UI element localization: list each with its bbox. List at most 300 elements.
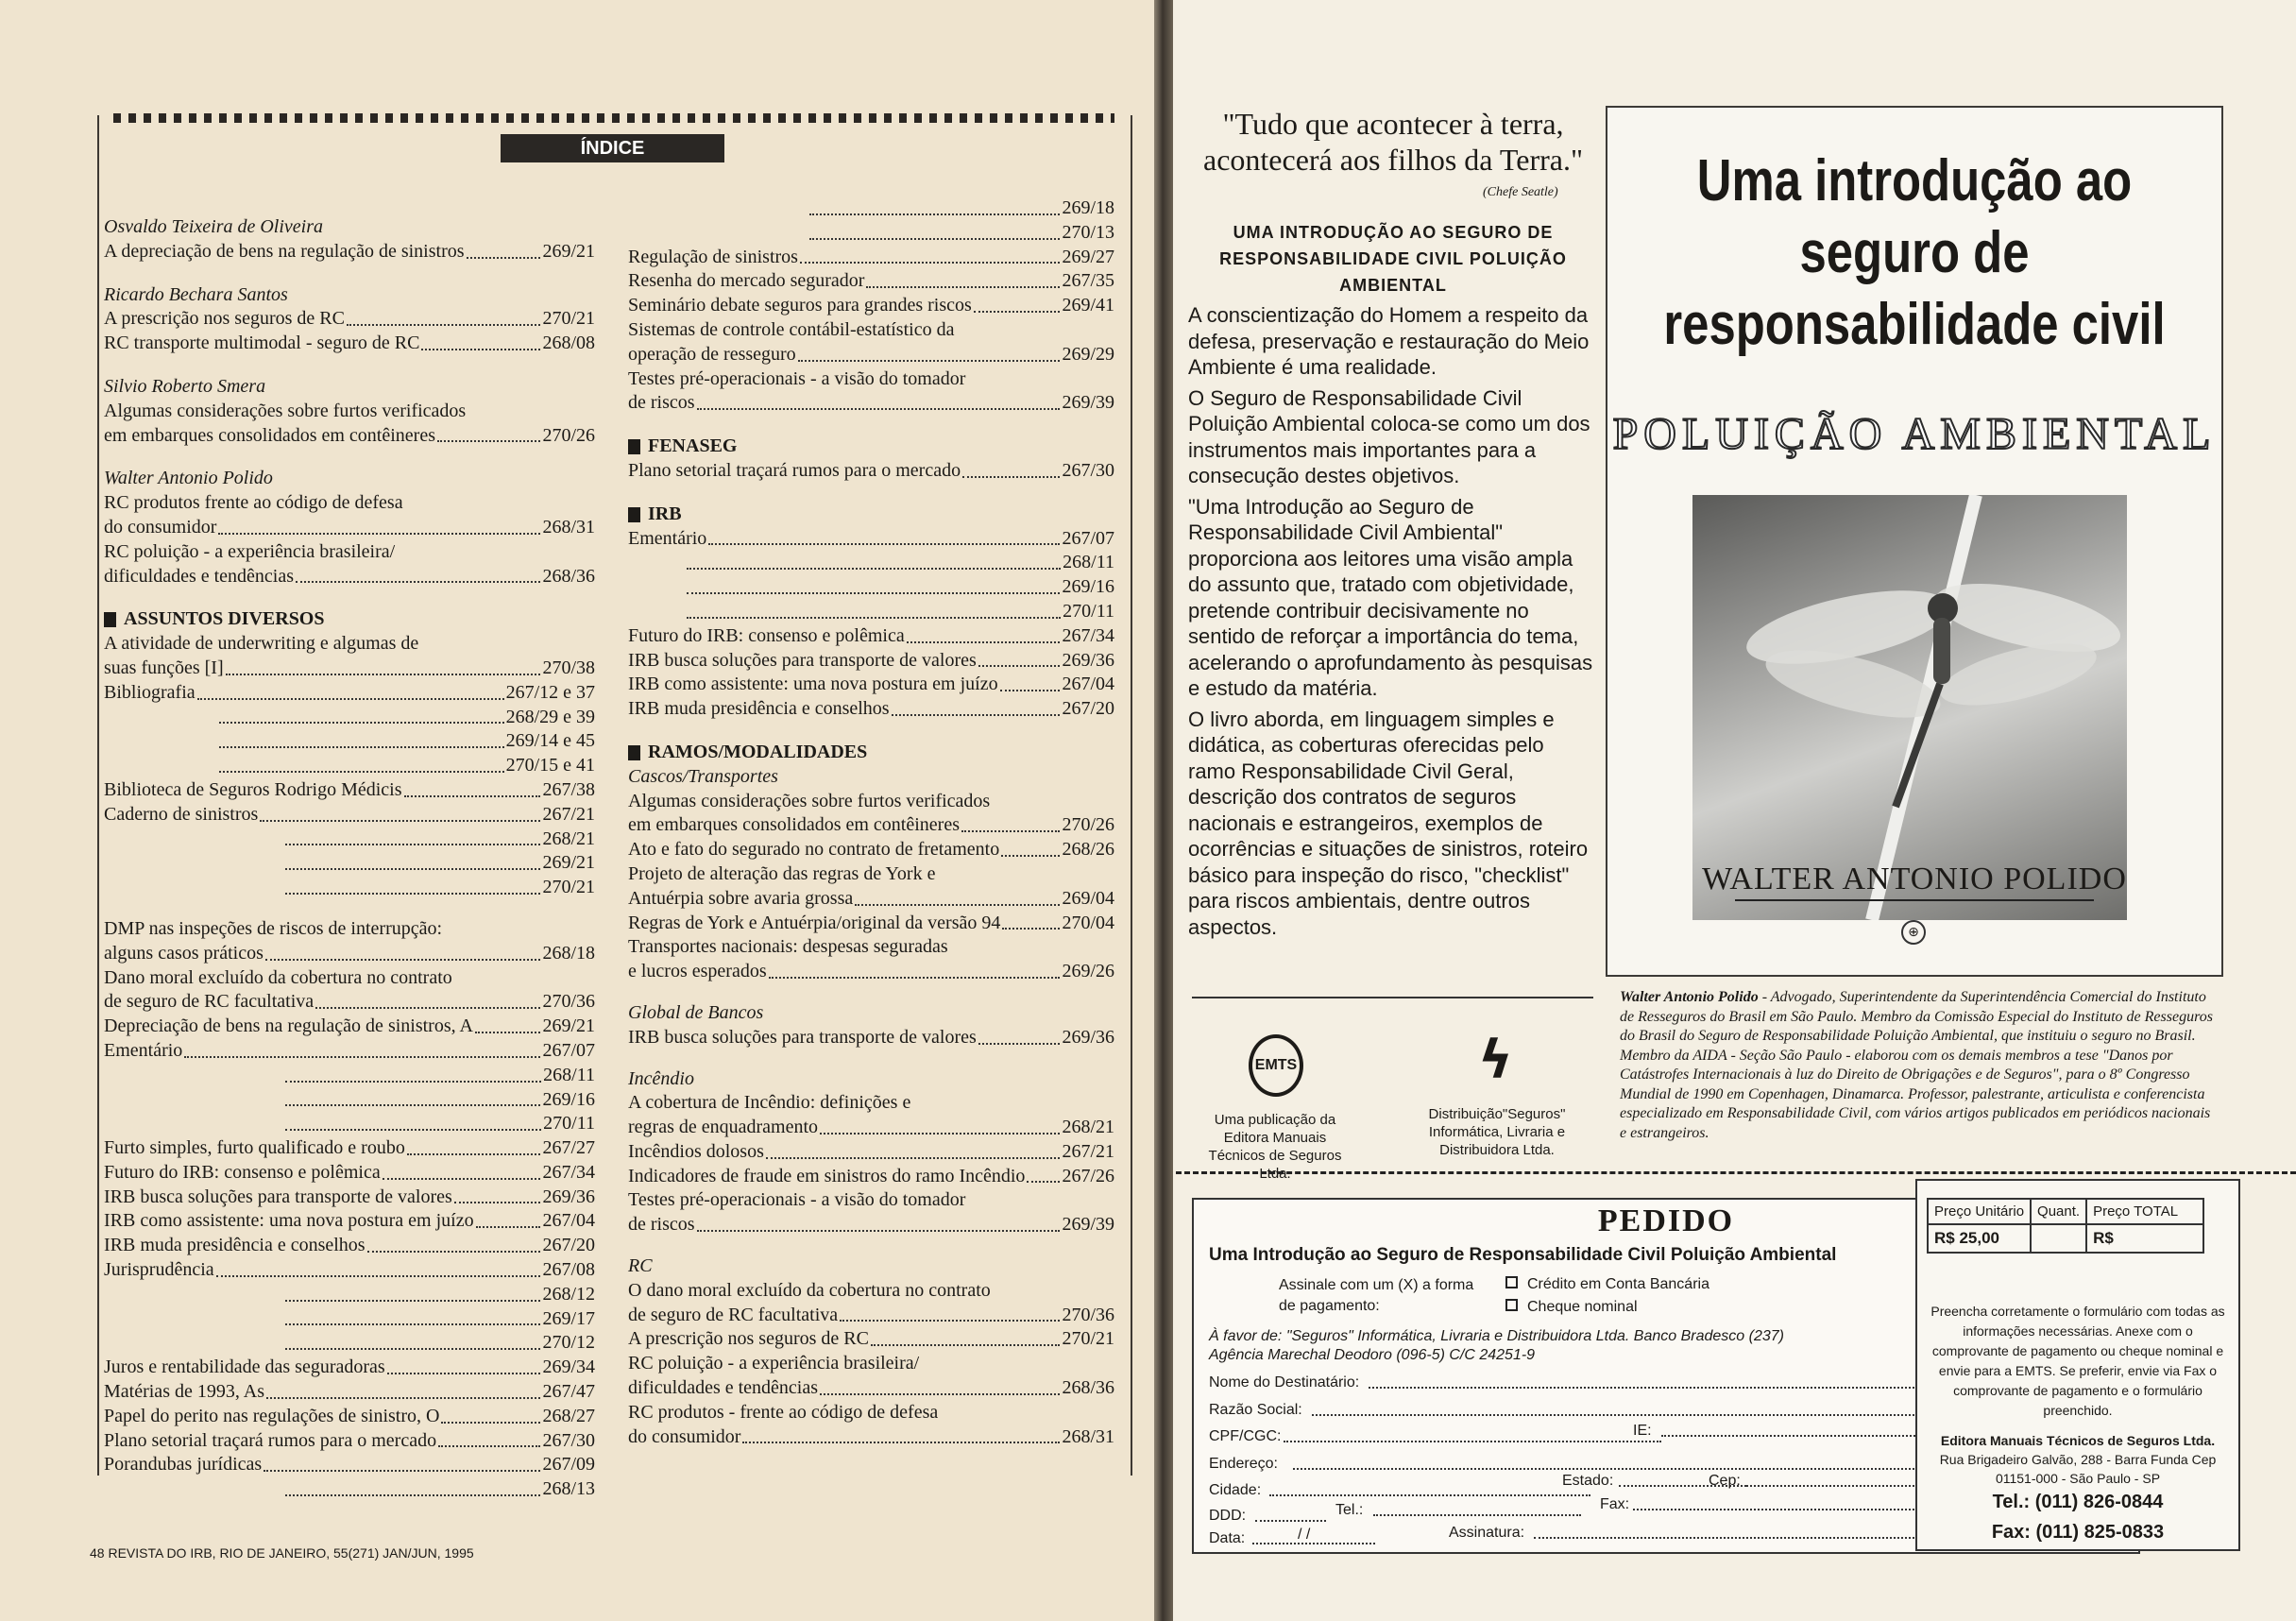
- author-name: Silvio Roberto Smera: [104, 375, 266, 397]
- dot-leader: [404, 778, 541, 797]
- entry-page: 267/38: [542, 778, 595, 800]
- ad-heading: UMA INTRODUÇÃO AO SEGURO DE RESPONSABILIDADE CIVIL POLUIÇÃO AMBIENTAL: [1219, 223, 1567, 295]
- entry-page: 270/21: [1062, 1328, 1114, 1350]
- index-entry: [628, 391, 1114, 416]
- entry-page: 268/27: [542, 1405, 595, 1426]
- entry-page: 267/07: [1062, 527, 1114, 549]
- publisher-mark-icon: ⊕: [1901, 920, 1926, 945]
- entry-title: Ementário: [104, 1039, 183, 1061]
- field-cep-label: Cep:: [1709, 1473, 1741, 1489]
- dot-leader: [798, 343, 1061, 362]
- index-entry: [104, 1209, 595, 1234]
- index-entry: [104, 1015, 595, 1039]
- indent: [628, 221, 808, 246]
- dot-leader: [907, 624, 1061, 643]
- seguros-logo-icon: ϟ: [1478, 1030, 1513, 1091]
- dot-leader: [285, 1283, 540, 1302]
- dot-leader: [892, 697, 1061, 716]
- entry-page: 267/04: [542, 1210, 595, 1232]
- entry-title: de seguro de RC facultativa: [104, 991, 315, 1013]
- entry-page: 269/21: [542, 1015, 595, 1037]
- indent: [104, 1307, 283, 1332]
- entry-page: 267/21: [542, 803, 595, 825]
- dot-leader: [266, 1380, 540, 1399]
- bio-name: Walter Antonio Polido: [1620, 989, 1759, 1005]
- dragonfly-photo: [1692, 495, 2127, 920]
- entry-title: do consumidor: [628, 1425, 741, 1447]
- dot-leader: [769, 960, 1061, 979]
- entry-title: Ementário: [628, 527, 707, 549]
- index-entry: [104, 681, 595, 706]
- payment-label: Assinale com um (X) a forma de pagamento:: [1279, 1277, 1474, 1314]
- index-entry: [104, 1283, 595, 1307]
- field-tel[interactable]: [1335, 1502, 1363, 1519]
- dot-leader: [216, 1258, 541, 1277]
- quantity-input[interactable]: [2031, 1224, 2086, 1253]
- entry-page: 267/08: [542, 1259, 595, 1281]
- entry-title: dificuldades e tendências: [628, 1377, 819, 1399]
- subsection-title: Incêndio: [628, 1067, 694, 1089]
- dot-leader: [809, 196, 1060, 215]
- dot-leader: [218, 516, 540, 535]
- entry-page: 268/36: [1062, 1377, 1114, 1399]
- entry-title: Matérias de 1993, As: [104, 1381, 264, 1403]
- field-data-separators: / /: [1298, 1527, 1311, 1543]
- book-author: WALTER ANTONIO POLIDO: [1702, 862, 2127, 896]
- entry-page: 268/13: [542, 1478, 595, 1500]
- indent: [628, 575, 685, 600]
- entry-text: RC poluição - a experiência brasileira/: [628, 1353, 920, 1374]
- entry-page: 270/11: [543, 1113, 595, 1135]
- entry-title: Antuérpia sobre avaria grossa: [628, 887, 854, 909]
- dot-leader: [962, 459, 1060, 478]
- index-title: ÍNDICE: [501, 134, 724, 162]
- entry-title: A depreciação de bens na regulação de sinistros: [104, 240, 465, 262]
- entry-title: operação de resseguro: [628, 343, 796, 365]
- entry-title: Jurisprudência: [104, 1259, 214, 1281]
- order-book-title: Uma Introdução ao Seguro de Responsabilidade Civil Poluição Ambiental: [1209, 1245, 1837, 1265]
- index-entry: [628, 813, 1114, 838]
- field-data-label: Data:: [1209, 1530, 1246, 1546]
- entry-title: IRB muda presidência e conselhos: [104, 1235, 366, 1256]
- field-ddd[interactable]: [1209, 1508, 1246, 1525]
- entry-title: A prescrição nos seguros de RC: [104, 308, 345, 330]
- entry-text: Projeto de alteração das regras de York e: [628, 862, 936, 884]
- book-subtitle: POLUIÇÃO AMBIENTAL: [1612, 409, 2217, 459]
- indent: [104, 1283, 283, 1307]
- checkbox-icon[interactable]: [1505, 1276, 1518, 1288]
- index-entry: [104, 424, 595, 449]
- company-address: Rua Brigadeiro Galvão, 288 - Barra Funda Cep 01151-000 - São Paulo - SP: [1939, 1452, 2217, 1486]
- field-ie[interactable]: [1633, 1423, 1652, 1440]
- entry-title: Ato e fato do segurado no contrato de fretamento: [628, 839, 1000, 861]
- entry-title: Indicadores de fraude em sinistros do ramo Incêndio: [628, 1165, 1026, 1186]
- entry-title: IRB como assistente: uma nova postura em juízo: [628, 674, 998, 695]
- field-cidade-line[interactable]: [1269, 1494, 1590, 1496]
- dot-leader: [197, 681, 504, 700]
- field-razao[interactable]: [1209, 1402, 1302, 1419]
- index-entry: [628, 246, 1114, 270]
- dot-leader: [840, 1304, 1060, 1322]
- field-cidade[interactable]: [1209, 1482, 1261, 1499]
- dot-leader: [687, 575, 1060, 594]
- dragonfly-illustration: [1692, 495, 2127, 920]
- section-heading-label: IRB: [648, 503, 682, 524]
- entry-page: 270/36: [542, 991, 595, 1013]
- entry-title: IRB busca soluções para transporte de valores: [628, 649, 977, 671]
- entry-text: Dano moral excluído da cobertura no contrato: [104, 966, 452, 988]
- entry-page: 269/36: [1062, 1026, 1114, 1048]
- entry-page: 268/08: [542, 333, 595, 354]
- index-entry: [628, 600, 1114, 624]
- index-entry: [104, 1331, 595, 1356]
- field-data[interactable]: [1209, 1530, 1245, 1547]
- index-entry: [104, 1258, 595, 1283]
- entry-page: 270/26: [1062, 814, 1114, 836]
- field-nome-label: Nome do Destinatário:: [1209, 1374, 1360, 1391]
- dot-leader: [978, 1026, 1061, 1045]
- index-entry: [628, 838, 1114, 862]
- index-entry: [628, 269, 1114, 294]
- option-check[interactable]: [1505, 1296, 1709, 1319]
- index-entry: [628, 196, 1114, 221]
- index-entry: [628, 575, 1114, 600]
- dot-leader: [285, 876, 540, 895]
- entry-page: 267/20: [542, 1235, 595, 1256]
- index-entry: [104, 1405, 595, 1429]
- indent: [104, 1112, 283, 1136]
- dot-leader: [285, 1307, 540, 1326]
- entry-page: 269/16: [1062, 576, 1114, 598]
- dot-leader: [367, 1234, 541, 1253]
- field-cpf-label: CPF/CGC:: [1209, 1428, 1282, 1444]
- entry-title: de riscos: [628, 392, 695, 414]
- dot-leader: [454, 1186, 541, 1204]
- entry-text: DMP nas inspeções de riscos de interrupção:: [104, 917, 443, 939]
- index-entry: [104, 1039, 595, 1064]
- entry-page: 270/15 e 41: [505, 755, 595, 776]
- entry-text: Testes pré-operacionais - a visão do tomador: [628, 367, 966, 389]
- entry-page: 267/30: [1062, 459, 1114, 481]
- dot-leader: [1000, 673, 1061, 691]
- entry-page: 268/31: [1062, 1425, 1114, 1447]
- entry-page: 269/21: [542, 240, 595, 262]
- field-estado-label: Estado:: [1562, 1473, 1614, 1489]
- index-entry: [628, 1304, 1114, 1328]
- dot-leader: [708, 527, 1060, 546]
- index-entry: [104, 307, 595, 332]
- index-entry: [628, 649, 1114, 674]
- entry-title: em embarques consolidados em contêineres: [628, 814, 960, 836]
- dot-leader: [766, 1140, 1061, 1159]
- index-entry: [104, 240, 595, 264]
- dot-leader: [285, 1477, 540, 1496]
- dot-leader: [1001, 838, 1060, 857]
- dot-leader: [226, 657, 541, 675]
- field-cpf[interactable]: [1209, 1428, 1281, 1445]
- indent: [104, 851, 283, 876]
- entry-text: A cobertura de Incêndio: definições e: [628, 1092, 911, 1114]
- index-entry: [104, 942, 595, 966]
- field-tel-line[interactable]: [1373, 1514, 1581, 1516]
- section-heading-label: ASSUNTOS DIVERSOS: [124, 608, 325, 630]
- entry-title: A prescrição nos seguros de RC: [628, 1328, 869, 1350]
- entry-text: Sistemas de controle contábil-estatístico da: [628, 318, 955, 340]
- option-credit-label: Crédito em Conta Bancária: [1527, 1276, 1709, 1292]
- index-entry: [104, 778, 595, 803]
- dot-leader: [421, 332, 540, 350]
- dot-leader: [871, 1327, 1060, 1346]
- section-heading-label: FENASEG: [648, 435, 738, 457]
- entry-page: 269/17: [542, 1307, 595, 1329]
- entry-text: Testes pré-operacionais - a visão do tomador: [628, 1189, 966, 1211]
- entry-page: 270/11: [1063, 600, 1114, 622]
- ad-paragraph: O Seguro de Responsabilidade Civil Poluição Ambiental coloca-se como um dos instrumentos mais importantes para a consecução destes objetivos.: [1188, 385, 1590, 487]
- dot-leader: [219, 729, 504, 748]
- square-bullet-icon: [104, 612, 116, 627]
- entry-page: 269/16: [542, 1088, 595, 1110]
- entry-title: dificuldades e tendências: [104, 565, 295, 587]
- dot-leader: [974, 294, 1061, 313]
- price-table: [1927, 1198, 2204, 1254]
- indent: [104, 1064, 283, 1088]
- index-entry: [628, 1165, 1114, 1189]
- entry-page: 269/39: [1062, 1214, 1114, 1236]
- index-entry: [104, 1186, 595, 1210]
- company-name: Editora Manuais Técnicos de Seguros Ltda.: [1940, 1433, 2216, 1448]
- field-estado[interactable]: [1562, 1473, 1613, 1490]
- entry-page: 267/04: [1062, 674, 1114, 695]
- dot-leader: [315, 990, 540, 1009]
- entry-title: Furto simples, furto qualificado e roubo: [104, 1137, 405, 1159]
- field-razao-label: Razão Social:: [1209, 1402, 1302, 1418]
- field-data-line[interactable]: [1252, 1543, 1375, 1544]
- entry-page: 267/30: [542, 1429, 595, 1451]
- entry-page: 269/29: [1062, 343, 1114, 365]
- index-entry: [628, 459, 1114, 484]
- dot-leader: [441, 1405, 540, 1424]
- entry-page: 270/12: [542, 1332, 595, 1354]
- company-info: [1925, 1431, 2231, 1488]
- entry-text: A atividade de underwriting e algumas de: [104, 633, 419, 655]
- dot-leader: [285, 1331, 540, 1350]
- dot-leader: [296, 565, 540, 584]
- index-entry: [104, 657, 595, 681]
- field-endereco[interactable]: [1209, 1456, 1278, 1473]
- indent: [104, 754, 217, 778]
- entry-text: RC produtos frente ao código de defesa: [104, 492, 403, 514]
- logo1-caption: Uma publicação da Editora Manuais Técnicos de Seguros Ltda.: [1208, 1112, 1342, 1182]
- entry-title: IRB busca soluções para transporte de valores: [104, 1186, 452, 1207]
- indent: [104, 729, 217, 754]
- index-entry: [628, 1376, 1114, 1401]
- entry-page: 268/21: [542, 828, 595, 849]
- entry-title: Caderno de sinistros: [104, 803, 259, 825]
- entry-text: RC poluição - a experiência brasileira/: [104, 540, 396, 562]
- entry-title: Resenha do mercado segurador: [628, 270, 865, 292]
- entry-page: 270/38: [542, 657, 595, 678]
- indent: [104, 1477, 283, 1502]
- dot-leader: [219, 706, 504, 725]
- dot-leader: [285, 851, 540, 870]
- order-instructions: Preencha corretamente o formulário com todas as informações necessárias. Anexe com o comprovante de pagamento ou cheque nominal e envie para a EMTS. Se preferir, envie via Fax o comprovante de pagamento e o formulário preenchido.: [1930, 1304, 2225, 1418]
- author-name: Walter Antonio Polido: [104, 468, 273, 489]
- index-entry: [104, 851, 595, 876]
- index-entry: [628, 1327, 1114, 1352]
- index-entry: [104, 1136, 595, 1161]
- entry-page: 268/31: [542, 516, 595, 537]
- index-entry: [628, 221, 1114, 246]
- field-ddd-line[interactable]: [1255, 1520, 1326, 1522]
- entry-text: RC produtos - frente ao código de defesa: [628, 1401, 939, 1423]
- entry-page: 268/12: [542, 1283, 595, 1305]
- entry-title: Incêndios dolosos: [628, 1140, 764, 1162]
- entry-title: de seguro de RC facultativa: [628, 1304, 839, 1325]
- entry-page: 270/21: [542, 308, 595, 330]
- dot-leader: [687, 551, 1061, 570]
- entry-title: Regulação de sinistros: [628, 246, 798, 267]
- index-entry: [104, 706, 595, 730]
- dot-leader: [978, 649, 1061, 668]
- entry-title: Plano setorial traçará rumos para o mercado: [104, 1429, 437, 1451]
- index-entry: [628, 1116, 1114, 1140]
- entry-page: 269/41: [1062, 295, 1114, 316]
- entry-title: regras de enquadramento: [628, 1117, 819, 1138]
- dot-leader: [476, 1209, 541, 1228]
- entry-page: 267/09: [542, 1454, 595, 1476]
- dot-leader: [219, 754, 504, 773]
- phone-number: Tel.: (011) 826-0844: [1992, 1492, 2164, 1512]
- book-author-rule: [1735, 899, 2094, 901]
- col-qty-header: Quant.: [2031, 1199, 2086, 1224]
- entry-title: Juros e rentabilidade das seguradoras: [104, 1357, 385, 1378]
- page-footer: 48 REVISTA DO IRB, RIO DE JANEIRO, 55(271) JAN/JUN, 1995: [90, 1545, 474, 1561]
- spacer: [104, 900, 595, 917]
- contact-numbers: [1925, 1487, 2231, 1547]
- dot-leader: [809, 221, 1060, 240]
- entry-page: 268/11: [1063, 552, 1114, 573]
- ad-body: [1188, 302, 1594, 945]
- dot-leader: [687, 600, 1061, 619]
- index-entry: [628, 1140, 1114, 1165]
- field-fax[interactable]: [1600, 1496, 1629, 1513]
- entry-title: Biblioteca de Seguros Rodrigo Médicis: [104, 778, 402, 800]
- dot-leader: [265, 942, 541, 961]
- author-name: Ricardo Bechara Santos: [104, 283, 288, 305]
- index-entry: [104, 516, 595, 540]
- dot-leader: [438, 1429, 540, 1448]
- index-entry: [104, 1453, 595, 1477]
- index-entry: [628, 1425, 1114, 1450]
- col-total-header: Preço TOTAL: [2086, 1199, 2203, 1224]
- dot-leader: [383, 1161, 541, 1180]
- entry-page: 270/26: [542, 424, 595, 446]
- entry-page: 269/27: [1062, 246, 1114, 267]
- dot-leader: [285, 1064, 541, 1083]
- entry-page: 270/13: [1062, 221, 1114, 243]
- book-gutter: [1154, 0, 1173, 1621]
- dot-leader: [866, 269, 1060, 288]
- dot-leader: [1002, 912, 1060, 930]
- section-heading-label: RAMOS/MODALIDADES: [648, 741, 868, 762]
- indent: [104, 1331, 283, 1356]
- field-nome[interactable]: [1209, 1374, 1359, 1391]
- field-cep[interactable]: [1709, 1473, 1741, 1490]
- index-entry: [104, 1477, 595, 1502]
- entry-page: 269/36: [1062, 649, 1114, 671]
- index-entry: [628, 673, 1114, 697]
- entry-title: Futuro do IRB: consenso e polêmica: [628, 624, 905, 646]
- index-entry: [104, 565, 595, 589]
- entry-page: 269/26: [1062, 961, 1114, 982]
- index-entry: [628, 887, 1114, 912]
- index-entry: [104, 729, 595, 754]
- checkbox-icon[interactable]: [1505, 1299, 1518, 1311]
- dot-leader: [467, 240, 541, 259]
- entry-page: 269/39: [1062, 392, 1114, 414]
- index-entry: [104, 828, 595, 852]
- entry-page: 267/12 e 37: [505, 681, 595, 703]
- entry-title: RC transporte multimodal - seguro de RC: [104, 333, 420, 354]
- entry-text: Algumas considerações sobre furtos verificados: [104, 400, 467, 421]
- index-entry: [104, 1112, 595, 1136]
- dot-leader: [285, 828, 540, 846]
- author-name: Osvaldo Teixeira de Oliveira: [104, 216, 324, 237]
- field-cpf-line[interactable]: [1284, 1441, 1661, 1442]
- total-price[interactable]: R$: [2086, 1224, 2203, 1253]
- index-entry: [628, 1213, 1114, 1237]
- dot-leader: [800, 246, 1060, 264]
- entry-title: alguns casos práticos: [104, 942, 264, 964]
- entry-title: Porandubas jurídicas: [104, 1454, 263, 1476]
- section-heading: [104, 607, 595, 632]
- index-entry: [104, 1380, 595, 1405]
- entry-text: Algumas considerações sobre furtos verificados: [628, 790, 991, 811]
- field-ie-label: IE:: [1633, 1423, 1652, 1439]
- entry-page: 270/36: [1062, 1304, 1114, 1325]
- bio-text: - Advogado, Superintendente da Superintendência Comercial do Instituto de Resseguros do Brasil em São Paulo. Membro da Comissão Especial do Instituto de Resseguros do Brasil do Seguro de Responsabilidade Poluição Ambiental, que instituiu o seguro no Brasil. Membro da AIDA - Seção São Paulo - elaborou com os demais membros a tese "Danos por Catástrofes Internacionais à luz do Direito de Obrigações e de Seguros", para o 8º Congresso Mundial de 1990 em Copenhagen, Dinamarca. Professor, palestrante, articulista e conferencista especializado em Responsabilidade Civil, com vários artigos publicados em periódicos nacionais e estrangeiros.: [1620, 989, 2213, 1141]
- dot-leader: [475, 1015, 540, 1033]
- entry-title: IRB busca soluções para transporte de valores: [628, 1026, 977, 1048]
- payment-options: [1505, 1273, 1709, 1319]
- index-entry: [628, 551, 1114, 575]
- dot-leader: [285, 1088, 540, 1107]
- field-assinatura[interactable]: [1449, 1525, 1524, 1542]
- ad-quote: "Tudo que acontecer à terra, acontecerá aos filhos da Terra.": [1202, 107, 1584, 177]
- dot-leader: [347, 307, 540, 326]
- book-title: Uma introdução ao seguro de responsabilidade civil: [1663, 148, 2166, 357]
- entry-title: Papel do perito nas regulações de sinistro, O: [104, 1405, 440, 1426]
- index-entry: [104, 1356, 595, 1380]
- option-credit[interactable]: [1505, 1273, 1709, 1296]
- fax-number: Fax: (011) 825-0833: [1991, 1522, 2165, 1543]
- square-bullet-icon: [628, 439, 640, 454]
- ad-quote-author: (Chefe Seatle): [1483, 185, 1558, 199]
- entry-page: 268/29 e 39: [505, 706, 595, 727]
- entry-page: 267/35: [1062, 270, 1114, 292]
- section-heading: [628, 435, 1114, 459]
- entry-page: 269/21: [542, 852, 595, 874]
- entry-title: Bibliografia: [104, 681, 196, 703]
- cut-line: [1176, 1171, 2296, 1174]
- indent: [104, 828, 283, 852]
- dot-leader: [855, 887, 1060, 906]
- entry-page: 267/34: [542, 1161, 595, 1183]
- dot-leader: [387, 1356, 541, 1374]
- entry-page: 269/14 e 45: [505, 730, 595, 752]
- book-cover: [1606, 106, 2223, 977]
- dot-leader: [260, 803, 540, 822]
